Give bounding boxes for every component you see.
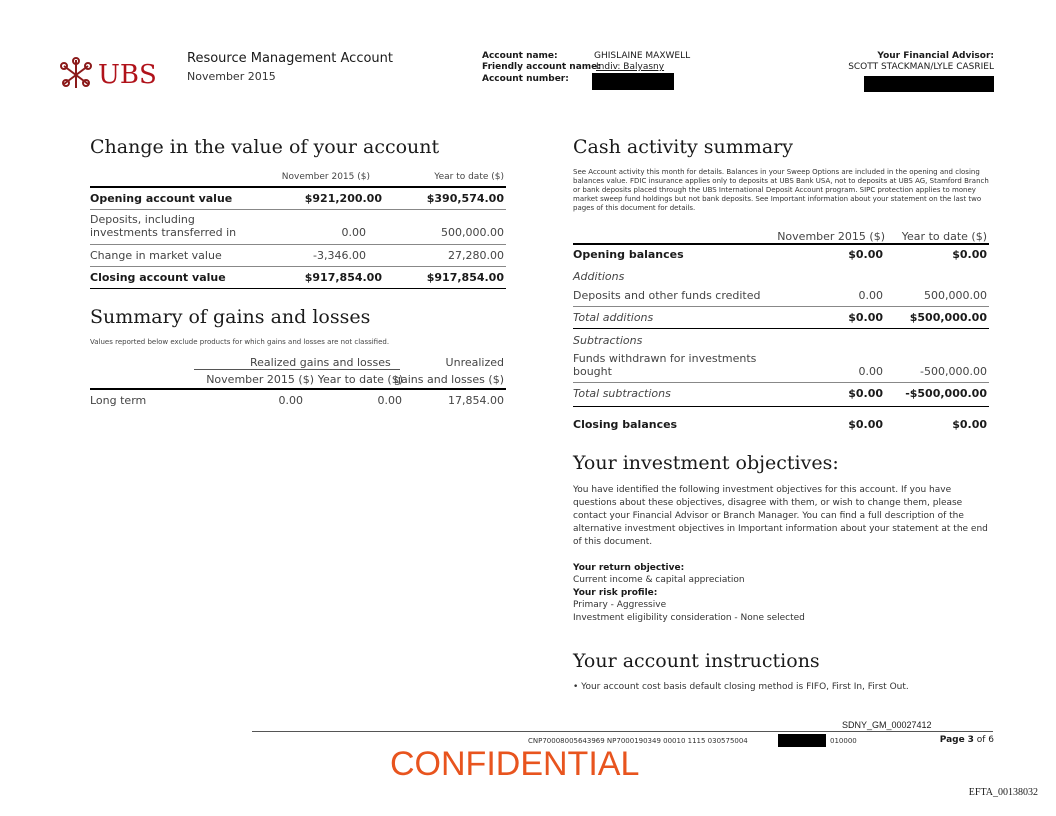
col-header: November 2015 ($) (206, 373, 314, 386)
statement-period: November 2015 (187, 70, 276, 83)
row-value: $0.00 (848, 418, 883, 431)
row-value: $0.00 (848, 311, 883, 324)
row-value: $0.00 (848, 387, 883, 400)
return-label: Your return objective: (573, 563, 685, 573)
row-value: -3,346.00 (313, 249, 366, 262)
eligibility: Investment eligibility consideration - None selected (573, 613, 805, 623)
footer-rule (252, 731, 993, 732)
confidential-stamp: CONFIDENTIAL (390, 745, 640, 783)
col-header: November 2015 ($) (281, 172, 370, 182)
instruction-item (573, 682, 909, 692)
ubs-logo (58, 56, 168, 92)
row-value: $921,200.00 (304, 192, 382, 205)
friendly-name-label: Friendly account name: (482, 62, 601, 72)
objectives-section (573, 452, 993, 632)
instructions-section (573, 650, 993, 700)
col-header: November 2015 ($) (777, 230, 885, 243)
account-number-label: Account number: (482, 74, 569, 84)
realized-header: Realized gains and losses (250, 356, 391, 369)
account-name-label: Account name: (482, 51, 558, 61)
redaction-box (778, 734, 826, 747)
row-value: $917,854.00 (426, 271, 504, 284)
row-value: $0.00 (952, 248, 987, 261)
risk-label: Your risk profile: (573, 588, 658, 598)
instructions-title: Your account instructions (573, 650, 820, 672)
row-value: $390,574.00 (426, 192, 504, 205)
row-value: $917,854.00 (304, 271, 382, 284)
gains-title: Summary of gains and losses (90, 306, 371, 328)
row-value: 500,000.00 (924, 289, 987, 302)
risk-value: Primary - Aggressive (573, 600, 667, 610)
bullet-icon: • (573, 682, 582, 692)
col-header: Year to date ($) (434, 172, 504, 182)
objectives-title: Your investment objectives: (573, 452, 839, 474)
additions-label: Additions (573, 270, 625, 283)
page-number: Page 3 of 6 (939, 735, 994, 745)
friendly-name-value: Indiv: Balyasny (596, 62, 665, 72)
row-label: Funds withdrawn for investments bought (573, 352, 757, 378)
row-label: Closing account value (90, 271, 226, 284)
change-value-title: Change in the value of your account (90, 136, 440, 158)
row-value: -500,000.00 (920, 365, 987, 378)
row-label: Total subtractions (573, 387, 671, 400)
row-value: 27,280.00 (448, 249, 504, 262)
change-value-section (90, 136, 506, 296)
keys-icon (58, 56, 94, 92)
row-label: Long term (90, 394, 147, 407)
row-value: $0.00 (952, 418, 987, 431)
row-value: 0.00 (377, 394, 402, 407)
instruction-text: Your account cost basis default closing method is FIFO, First In, First Out. (581, 682, 909, 692)
row-label: Deposits and other funds credited (573, 289, 761, 302)
brand-name: UBS (98, 60, 157, 90)
footer-code-suffix: 010000 (830, 737, 857, 745)
row-value: -$500,000.00 (905, 387, 987, 400)
row-label: Opening account value (90, 192, 233, 205)
row-value: 0.00 (858, 365, 883, 378)
cash-note: See Account activity this month for details. Balances in your Sweep Options are included in the opening and closing balances value. FDIC insurance applies only to deposits at UBS Bank USA, not to deposits at UBS AG, Stamford Branch or bank deposits placed through the UBS International Deposit Account program. SIPC protection applies to money market sweep fund holdings but not bank deposits. See Important information about your statement on the last two pages of this document for details. (573, 168, 989, 212)
row-value: 0.00 (278, 394, 303, 407)
col-header: gains and losses ($) (394, 373, 504, 386)
row-label: Closing balances (573, 418, 678, 431)
objectives-body: You have identified the following investment objectives for this account. If you have questions about these objectives, disagree with them, or wish to change them, please contact your Financial Advisor or Branch Manager. You can find a full description of the alternative investment objectives in Important information about your statement at the end of this document. (573, 485, 988, 547)
advisor-label: Your Financial Advisor: (877, 51, 994, 61)
row-value: 500,000.00 (441, 226, 504, 239)
row-label: Change in market value (90, 249, 222, 262)
row-label: Total additions (573, 311, 654, 324)
footer-code: CNP70008005643969 NP7000190349 00010 1115 030575004 (528, 737, 748, 745)
return-value: Current income & capital appreciation (573, 575, 745, 585)
row-value: $500,000.00 (909, 311, 987, 324)
bates-number: SDNY_GM_00027412 (842, 720, 932, 730)
doc-title: Resource Management Account (187, 51, 394, 66)
cash-section (573, 136, 989, 436)
account-name-value: GHISLAINE MAXWELL (594, 51, 691, 61)
gains-section (90, 306, 506, 416)
row-label: Opening balances (573, 248, 684, 261)
row-value: 0.00 (341, 226, 366, 239)
row-value: 17,854.00 (448, 394, 504, 407)
row-value: 0.00 (858, 289, 883, 302)
row-label: Deposits, including investments transferred in (90, 213, 237, 239)
subtractions-label: Subtractions (573, 334, 643, 347)
unrealized-header: Unrealized (445, 356, 504, 369)
efta-number: EFTA_00138032 (968, 787, 1038, 798)
cash-title: Cash activity summary (573, 136, 793, 158)
col-header: Year to date ($) (317, 373, 403, 386)
redaction-box (864, 76, 994, 92)
col-header: Year to date ($) (901, 230, 987, 243)
advisor-value: SCOTT STACKMAN/LYLE CASRIEL (848, 62, 994, 72)
redaction-box (592, 73, 674, 90)
row-value: $0.00 (848, 248, 883, 261)
gains-note: Values reported below exclude products for which gains and losses are not classified. (90, 338, 390, 346)
